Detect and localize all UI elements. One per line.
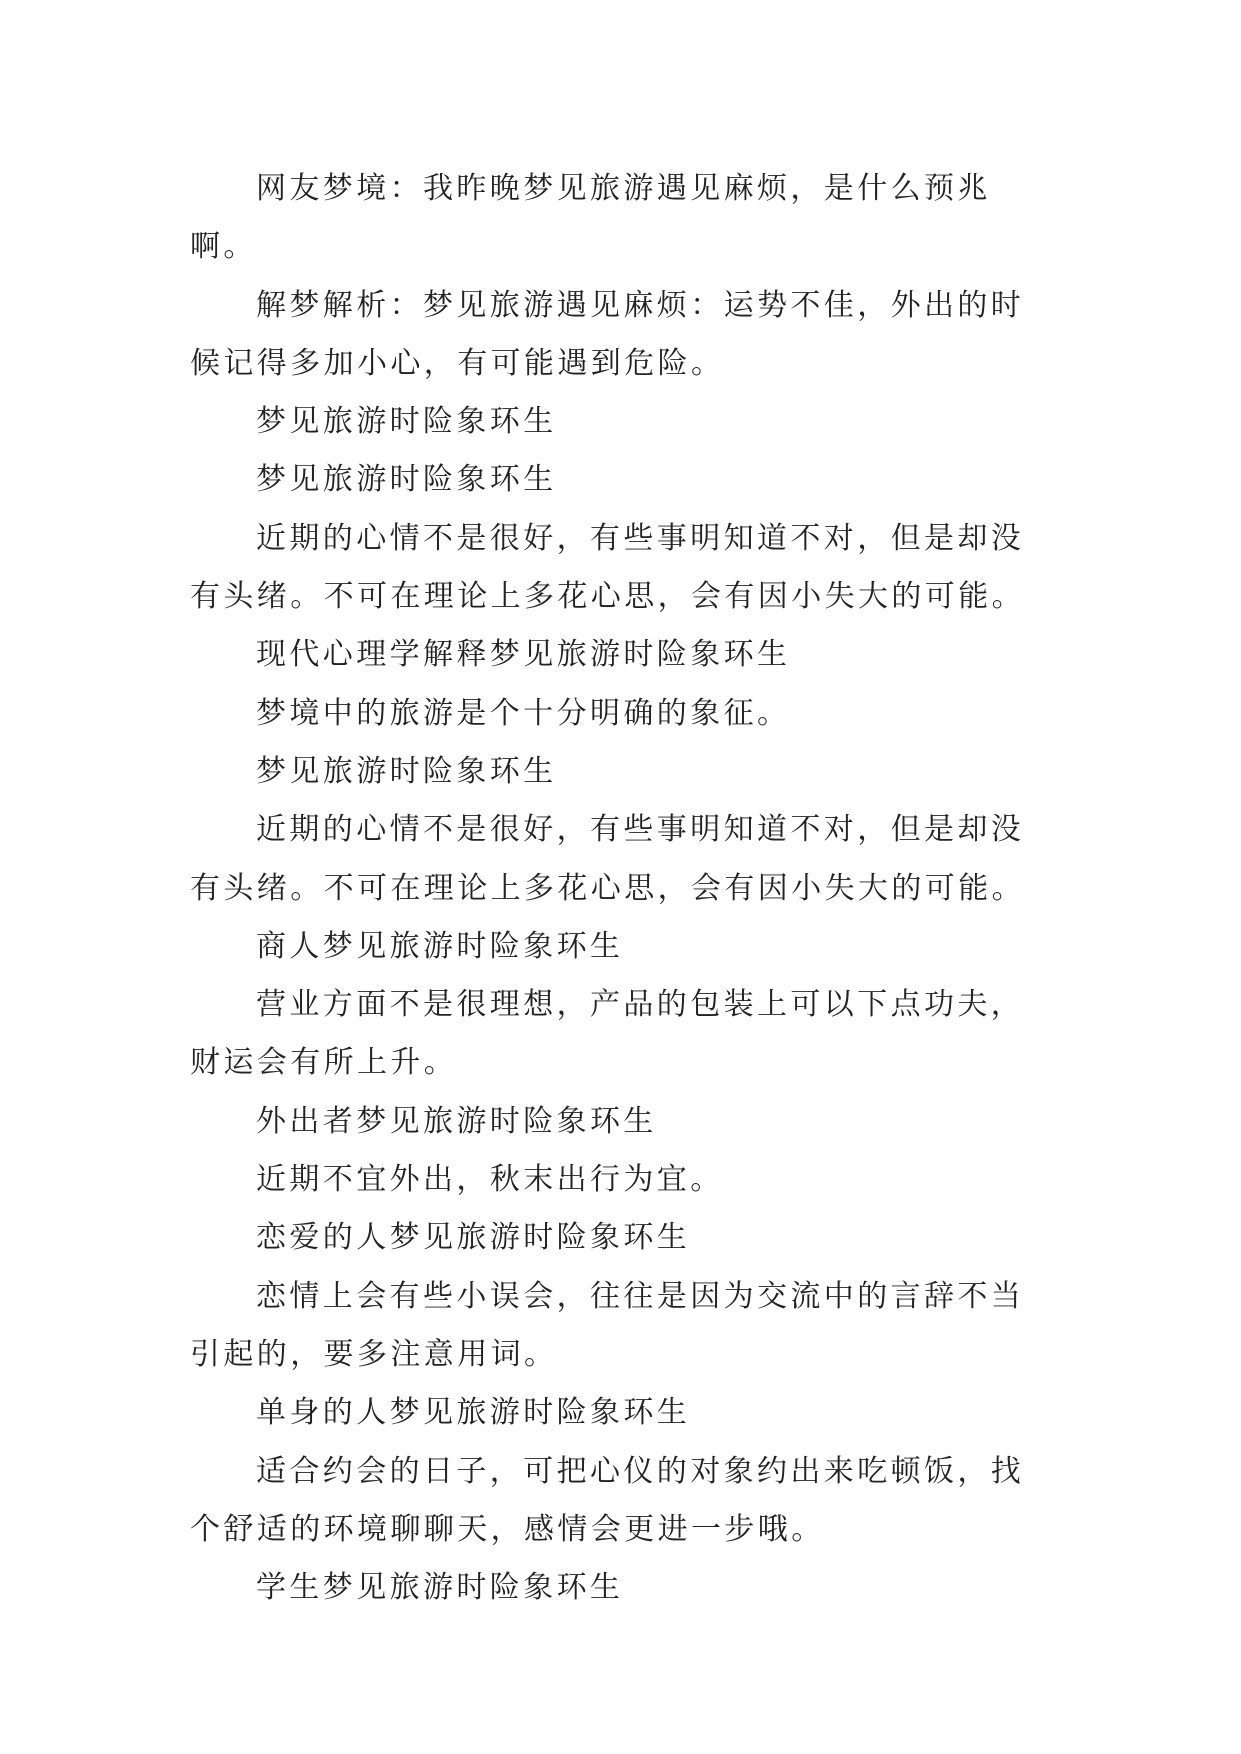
paragraph: 现代心理学解释梦见旅游时险象环生	[256, 637, 791, 673]
paragraph: 近期的心情不是很好，有些事明知道不对，但是却没有头绪。不可在理论上多花心思，会有因小失大的可能。	[190, 812, 1025, 906]
paragraph: 网友梦境：我昨晚梦见旅游遇见麻烦，是什么预兆啊。	[190, 171, 991, 265]
paragraph: 适合约会的日子，可把心仪的对象约出来吃顿饭，找个舒适的环境聊聊天，感情会更进一步哦。	[190, 1453, 1025, 1547]
paragraph: 近期不宜外出，秋末出行为宜。	[256, 1162, 724, 1198]
document-body	[190, 160, 1052, 1617]
paragraph: 梦见旅游时险象环生	[256, 753, 557, 789]
paragraph: 梦境中的旅游是个十分明确的象征。	[256, 695, 791, 731]
paragraph: 单身的人梦见旅游时险象环生	[256, 1395, 691, 1431]
paragraph: 恋情上会有些小误会，往往是因为交流中的言辞不当引起的，要多注意用词。	[190, 1278, 1025, 1372]
paragraph: 梦见旅游时险象环生	[256, 404, 557, 440]
paragraph: 恋爱的人梦见旅游时险象环生	[256, 1220, 691, 1256]
paragraph: 解梦解析：梦见旅游遇见麻烦：运势不佳，外出的时候记得多加小心，有可能遇到危险。	[190, 287, 1025, 381]
paragraph: 外出者梦见旅游时险象环生	[256, 1103, 657, 1139]
paragraph: 营业方面不是很理想，产品的包装上可以下点功夫，财运会有所上升。	[190, 987, 1025, 1081]
paragraph: 商人梦见旅游时险象环生	[256, 928, 624, 964]
paragraph: 近期的心情不是很好，有些事明知道不对，但是却没有头绪。不可在理论上多花心思，会有因小失大的可能。	[190, 520, 1025, 615]
paragraph: 梦见旅游时险象环生	[256, 462, 557, 498]
paragraph: 学生梦见旅游时险象环生	[256, 1570, 624, 1606]
